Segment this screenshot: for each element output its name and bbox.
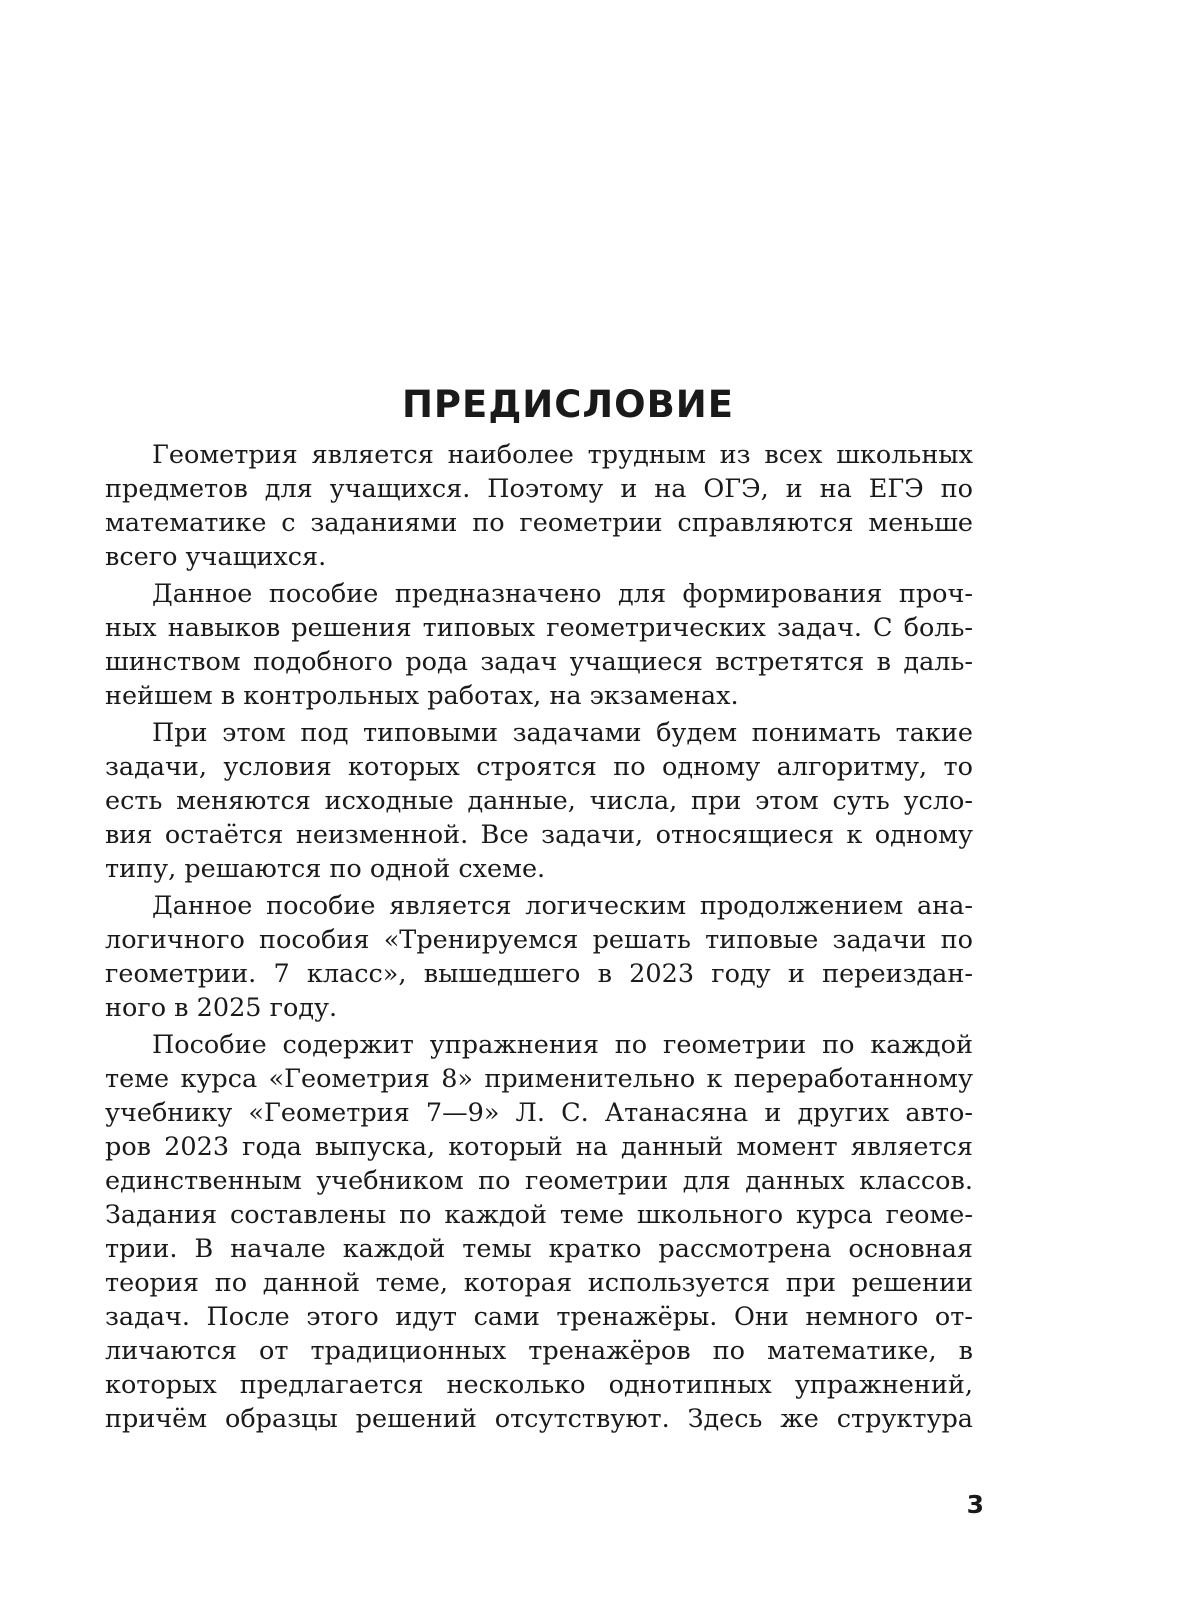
paragraph	[105, 716, 973, 886]
text-line: логичного пособия «Тренируемся решать типовые задачи по	[105, 925, 973, 955]
text-line: которых предлагается несколько однотипных упражнений,	[105, 1370, 973, 1400]
text-line: теме курса «Геометрия 8» применительно к переработанному	[105, 1064, 973, 1094]
text-line: задач. После этого идут сами тренажёры. Они немного от-	[105, 1302, 973, 1332]
text-line: теория по данной теме, которая используется при решении	[105, 1268, 973, 1298]
page-number: 3	[966, 1490, 984, 1519]
paragraph	[105, 438, 973, 574]
text-line: задачи, условия которых строятся по одному алгоритму, то	[105, 752, 973, 782]
paragraph	[105, 889, 973, 1025]
preface-body	[105, 438, 973, 1439]
text-line: нейшем в контрольных работах, на экзаменах.	[105, 681, 739, 711]
text-line: всего учащихся.	[105, 542, 327, 572]
text-line: личаются от традиционных тренажёров по математике, в	[105, 1336, 973, 1366]
text-line: Задания составлены по каждой теме школьного курса геоме-	[105, 1200, 973, 1230]
text-line: трии. В начале каждой темы кратко рассмотрена основная	[105, 1234, 973, 1264]
text-line: геометрии. 7 класс», вышедшего в 2023 году и переиздан-	[105, 959, 973, 989]
text-line: Данное пособие является логическим продолжением ана-	[152, 891, 973, 921]
text-line: учебнику «Геометрия 7—9» Л. С. Атанасяна и других авто-	[105, 1098, 973, 1128]
text-line: Данное пособие предназначено для формирования проч-	[152, 579, 973, 609]
text-line: шинством подобного рода задач учащиеся встретятся в даль-	[105, 647, 973, 677]
page-title: ПРЕДИСЛОВИЕ	[401, 383, 735, 426]
text-line: Пособие содержит упражнения по геометрии по каждой	[152, 1030, 973, 1060]
text-line: вия остаётся неизменной. Все задачи, относящиеся к одному	[105, 820, 973, 850]
text-line: ных навыков решения типовых геометрических задач. С боль-	[105, 613, 973, 643]
text-line: есть меняются исходные данные, числа, при этом суть усло-	[105, 786, 973, 816]
text-line: типу, решаются по одной схеме.	[105, 854, 546, 884]
text-line: ного в 2025 году.	[105, 993, 338, 1023]
text-line: предметов для учащихся. Поэтому и на ОГЭ, и на ЕГЭ по	[105, 474, 973, 504]
text-line: математике с заданиями по геометрии справляются меньше	[105, 508, 973, 538]
paragraph	[105, 577, 973, 713]
paragraph	[105, 1028, 973, 1436]
text-line: единственным учебником по геометрии для данных классов.	[105, 1166, 973, 1196]
text-line: причём образцы решений отсутствуют. Здесь же структура	[105, 1404, 973, 1434]
text-line: При этом под типовыми задачами будем понимать такие	[152, 718, 973, 748]
text-line: ров 2023 года выпуска, который на данный момент является	[105, 1132, 973, 1162]
text-line: Геометрия является наиболее трудным из всех школьных	[152, 440, 973, 470]
